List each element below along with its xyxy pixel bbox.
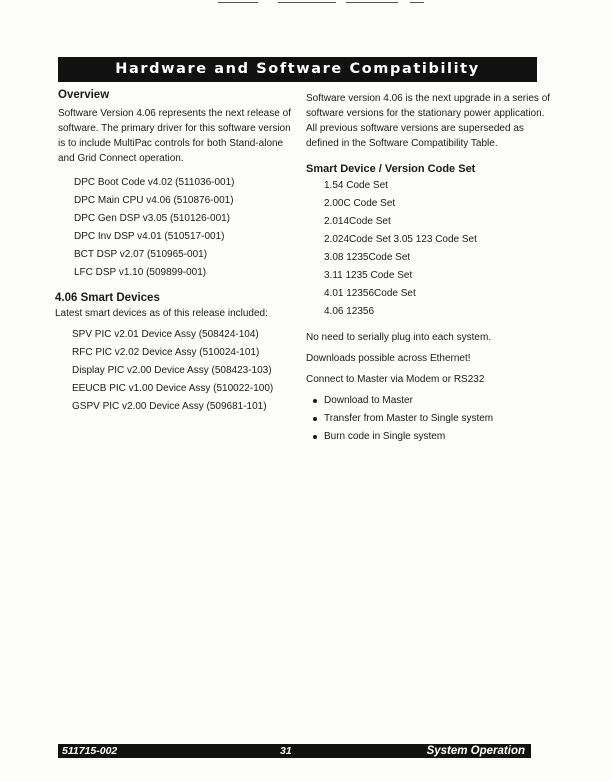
bullet-text: Transfer from Master to Single system — [324, 413, 494, 424]
right-column — [306, 91, 552, 446]
overview-heading: Overview — [58, 89, 110, 101]
overview-paragraph: Software Version 4.06 represents the next release of software. The primary driver for this software version is to include MultiPac controls for both Stand-alone and Grid Connect operation. — [58, 108, 291, 164]
top-rule — [278, 2, 336, 3]
list-item: 3.11 1235 Code Set — [324, 270, 413, 281]
software-version-list — [74, 174, 294, 282]
list-item: 3.08 1235Code Set — [324, 252, 411, 263]
list-item: DPC Inv DSP v4.01 (510517-001) — [74, 231, 225, 242]
list-item: RFC PIC v2.02 Device Assy (510024-101) — [72, 347, 260, 358]
smart-devices-intro: Latest smart devices as of this release included: — [55, 308, 268, 319]
footer-doc-number: 511715-002 — [62, 745, 118, 757]
list-item: 2.00C Code Set — [324, 198, 396, 209]
list-item: Display PIC v2.00 Device Assy (508423-103) — [72, 365, 272, 376]
list-item: 2.024Code Set 3.05 123 Code Set — [324, 234, 477, 245]
top-rule — [410, 2, 424, 3]
bullet-text: Burn code in Single system — [324, 431, 446, 442]
left-column — [55, 88, 294, 416]
list-item: 2.014Code Set — [324, 216, 391, 227]
footer-page-number: 31 — [280, 745, 292, 757]
list-item: DPC Main CPU v4.06 (510876-001) — [74, 195, 234, 206]
list-item: 4.06 12356 — [324, 306, 375, 317]
bullet-icon — [313, 399, 317, 403]
bullet-item — [306, 392, 552, 410]
page-title-banner: Hardware and Software Compatibility — [58, 57, 537, 82]
list-item: SPV PIC v2.01 Device Assy (508424-104) — [72, 329, 259, 340]
version-code-set-heading: Smart Device / Version Code Set — [306, 163, 476, 175]
note-text: No need to serially plug into each system. — [306, 332, 492, 343]
smart-devices-heading: 4.06 Smart Devices — [55, 292, 160, 304]
list-item: LFC DSP v1.10 (509899-001) — [74, 267, 207, 278]
list-item: EEUCB PIC v1.00 Device Assy (510022-100) — [72, 383, 274, 394]
top-rule — [218, 2, 258, 3]
list-item: BCT DSP v2.07 (510965-001) — [74, 249, 208, 260]
release-paragraph: Software version 4.06 is the next upgrade in a series of software versions for the stationary power application. All previous software versions are superseded as defined in the Software Compatibility Table. — [306, 93, 551, 149]
bullet-item — [306, 410, 552, 428]
footer-section-title: System Operation — [426, 745, 525, 757]
list-item: GSPV PIC v2.00 Device Assy (509681-101) — [72, 401, 267, 412]
top-rule — [346, 2, 398, 3]
note-text: Downloads possible across Ethernet! — [306, 353, 471, 364]
list-item: DPC Gen DSP v3.05 (510126-001) — [74, 213, 231, 224]
bullet-icon — [313, 417, 317, 421]
note-text: Connect to Master via Modem or RS232 — [306, 374, 485, 385]
list-item: 1.54 Code Set — [324, 180, 388, 191]
list-item: DPC Boot Code v4.02 (511036-001) — [74, 177, 235, 188]
list-item: 4.01 12356Code Set — [324, 288, 416, 299]
smart-devices-list — [72, 326, 294, 416]
page-footer — [58, 744, 531, 758]
version-code-set-list — [324, 177, 552, 321]
download-bullet-list — [306, 392, 552, 446]
bullet-icon — [313, 435, 317, 439]
bullet-item — [306, 428, 552, 446]
bullet-text: Download to Master — [324, 395, 413, 406]
